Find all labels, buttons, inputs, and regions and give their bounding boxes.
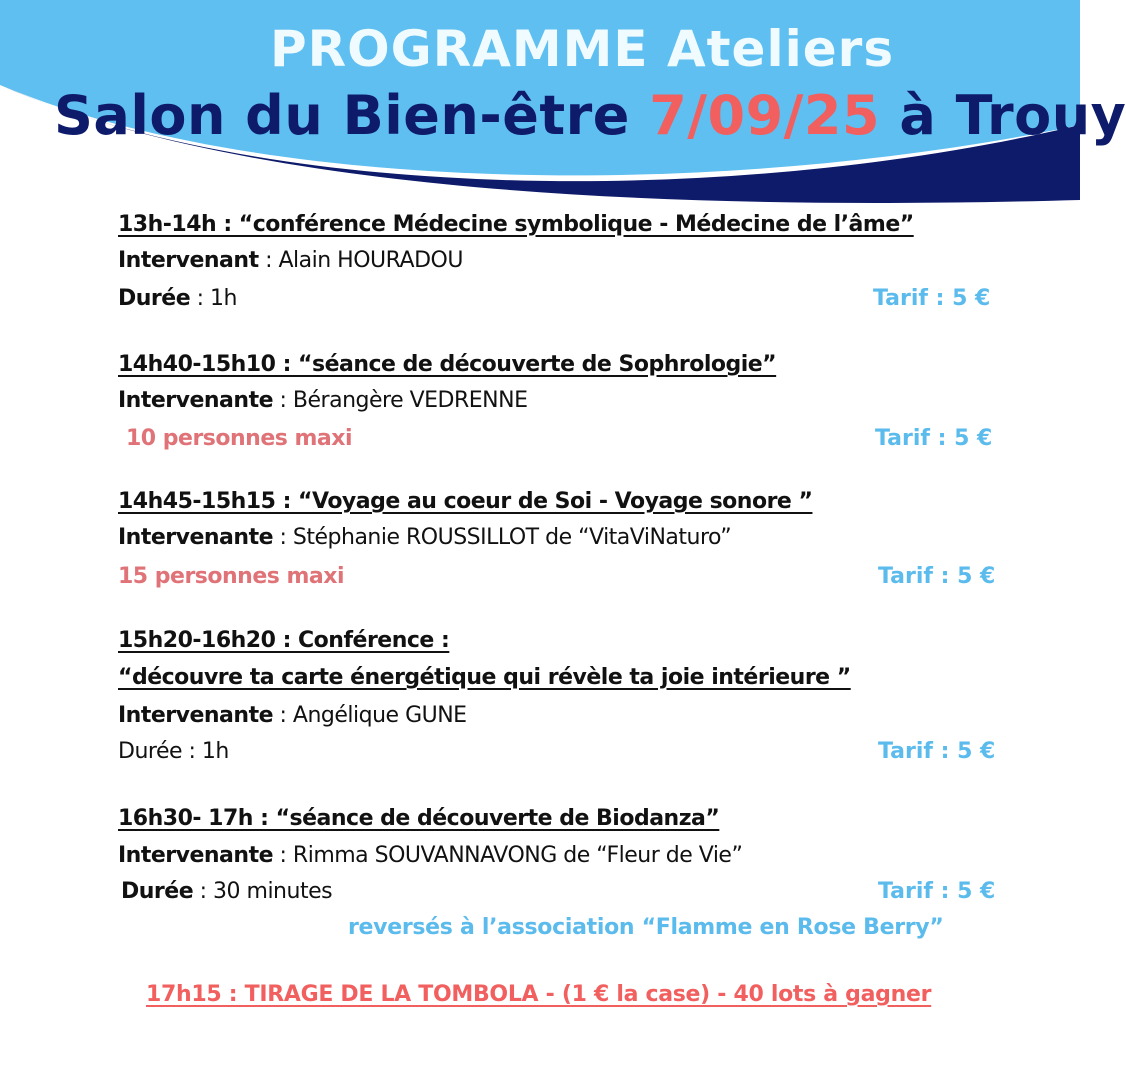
session-4-subtitle: “découvre ta carte énergétique qui révèle ta joie intérieure ” [118, 665, 851, 690]
speaker-label: Intervenante [118, 525, 274, 550]
session-5-association-note: reversés à l’association “Flamme en Rose Berry” [348, 915, 944, 940]
session-2-tarif: Tarif : 5 € [875, 426, 993, 451]
session-2-speaker [118, 386, 528, 416]
session-4-duration: Durée : 1h [118, 739, 229, 764]
session-4-speaker [118, 701, 467, 731]
speaker-name: : Bérangère VEDRENNE [273, 388, 528, 413]
header-title-programme: PROGRAMME Ateliers [270, 20, 895, 78]
speaker-label: Intervenante [118, 388, 274, 413]
tombola-announcement: 17h15 : TIRAGE DE LA TOMBOLA - (1 € la case) - 40 lots à gagner [146, 982, 932, 1007]
duration-label: Durée [121, 879, 194, 904]
header-title-salon [54, 84, 1126, 147]
session-2-title: 14h40-15h10 : “séance de découverte de Sophrologie” [118, 352, 777, 377]
duration-value: : 1h [190, 286, 237, 311]
session-3-tarif: Tarif : 5 € [878, 564, 996, 589]
session-5-title: 16h30- 17h : “séance de découverte de Biodanza” [118, 806, 720, 831]
speaker-label: Intervenant [118, 248, 259, 273]
speaker-name: : Angélique GUNE [273, 703, 467, 728]
speaker-name: : Stéphanie ROUSSILLOT de “VitaViNaturo” [273, 525, 732, 550]
speaker-label: Intervenante [118, 843, 274, 868]
session-1-title: 13h-14h : “conférence Médecine symbolique - Médecine de l’âme” [118, 212, 914, 237]
session-5-tarif: Tarif : 5 € [878, 879, 996, 904]
session-5-duration [121, 877, 332, 907]
session-4-tarif: Tarif : 5 € [878, 739, 996, 764]
speaker-label: Intervenante [118, 703, 274, 728]
session-3-capacity: 15 personnes maxi [118, 564, 345, 589]
duration-value: : 30 minutes [193, 879, 333, 904]
header-salon-suffix: à Trouy [880, 84, 1126, 147]
header-salon-prefix: Salon du Bien-être [54, 84, 650, 147]
session-2-capacity: 10 personnes maxi [126, 426, 353, 451]
session-4-title: 15h20-16h20 : Conférence : [118, 628, 450, 653]
session-1-speaker [118, 246, 463, 276]
session-1-tarif: Tarif : 5 € [873, 286, 991, 311]
speaker-name: : Alain HOURADOU [258, 248, 463, 273]
session-3-speaker [118, 523, 731, 553]
session-1-duration [118, 284, 237, 314]
duration-label: Durée [118, 286, 191, 311]
speaker-name: : Rimma SOUVANNAVONG de “Fleur de Vie” [273, 843, 743, 868]
session-5-speaker [118, 841, 742, 871]
session-3-title: 14h45-15h15 : “Voyage au coeur de Soi - Voyage sonore ” [118, 489, 813, 514]
header-date: 7/09/25 [649, 84, 881, 147]
